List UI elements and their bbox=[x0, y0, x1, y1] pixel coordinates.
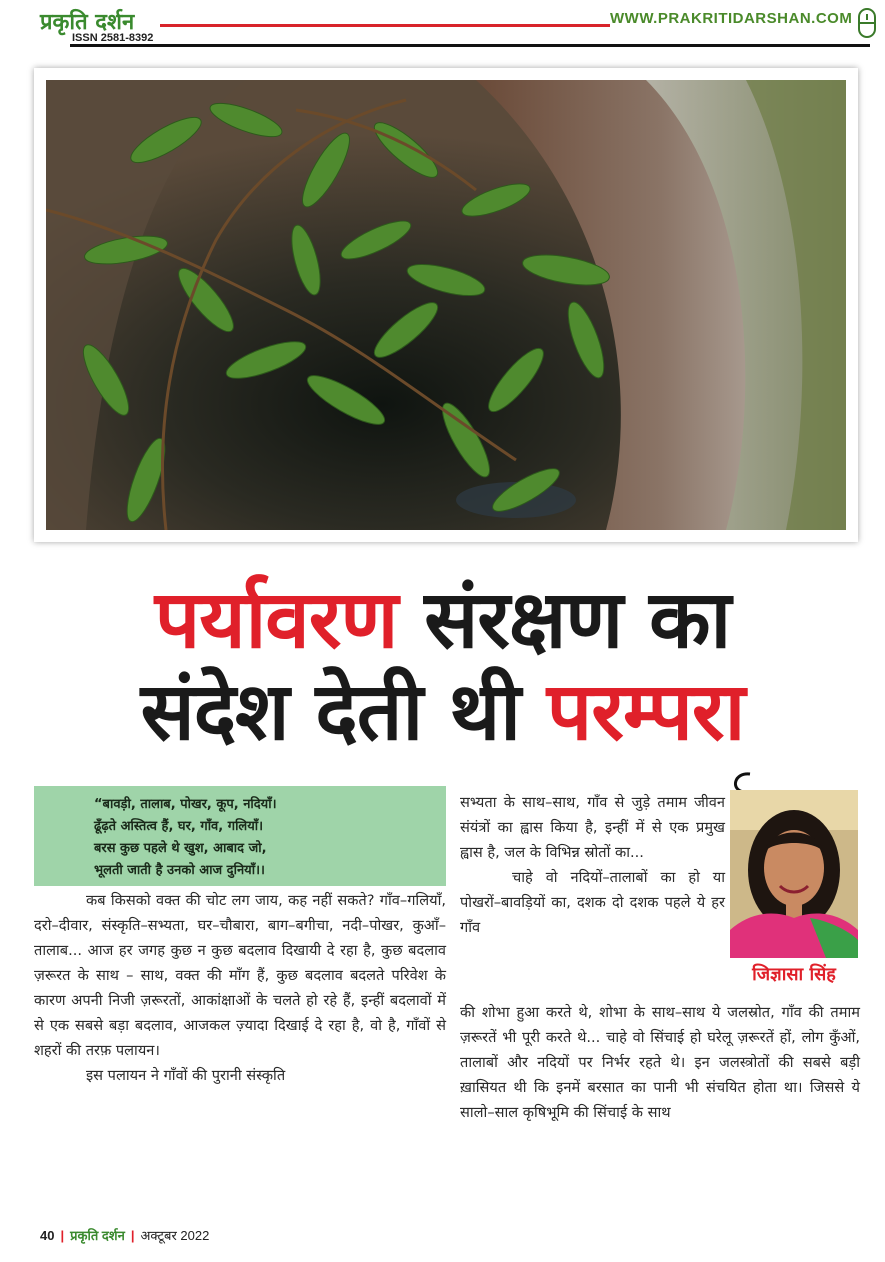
quote-line: बरस कुछ पहले थे खुश, आबाद जो, bbox=[94, 841, 267, 856]
page-footer bbox=[40, 1226, 209, 1244]
headline-line-2 bbox=[0, 664, 885, 760]
well-photo bbox=[46, 80, 846, 530]
paragraph: सभ्यता के साथ–साथ, गाँव से जुड़े तमाम जीवन संयंत्रों का ह्वास किया है, इन्हीं में से एक प्रमुख ह्वास है, जल के विभिन्न स्रोतों का... bbox=[460, 794, 725, 861]
header-red-rule bbox=[160, 24, 610, 27]
paragraph: चाहे वो नदियों–तालाबों का हो या पोखरों–बावड़ियों का, दशक दो दशक पहले ये हर गाँव bbox=[460, 869, 725, 936]
paragraph: कब किसको वक्त की चोट लग जाय, कह नहीं सकते? गाँव–गलियाँ, दरो–दीवार, संस्कृति–सभ्यता, घर–चौबारा, बाग–बगीचा, नदी–पोखर, कुआँ–तालाब... आज हर जगह कुछ न कुछ बदलाव दिखायी दे रहा है, कुछ बदलाव ज़रूरत के साथ – साथ, वक्त की माँग हैं, कुछ बदलाव बदलते परिवेश के कारण अपनी निजी ज़रूरतों, आकांक्षाओं के चलते हो रहे हैं, इन्हीं बदलावों में से एक सबसे बड़ा बदलाव, आजकल ज़्यादा दिखाई दे रहा है, वो है, गाँवों से शहरों की तरफ़ पलायन। bbox=[34, 892, 446, 1059]
issn-number: ISSN 2581-8392 bbox=[72, 32, 154, 44]
article-column-1 bbox=[34, 888, 446, 1088]
paragraph: की शोभा हुआ करते थे, शोभा के साथ–साथ ये जलस्रोत, गाँव की तमाम ज़रूरतें भी पूरी करते थे... चाहे वो सिंचाई हो घरेलू ज़रूरतें हों, लोग कुँओं, तालाबों और नदियों पर निर्भर रहते थे। इन जलस्त्रोतों की सबसे बड़ी ख़ासियत थी कि इनमें बरसात का पानी भी संचयित होता था। जिससे ये सालो–साल कृषिभूमि की सिंचाई के साथ bbox=[460, 1004, 860, 1121]
article-column-2 bbox=[460, 790, 725, 940]
headline-word-conservation: संरक्षण का bbox=[424, 573, 731, 666]
headline-word-tradition: परम्परा bbox=[546, 665, 745, 758]
headline-word-environment: पर्यावरण bbox=[154, 573, 398, 666]
page-header bbox=[0, 0, 885, 52]
headline-word-message: संदेश देती थी bbox=[140, 665, 520, 758]
page-number: 40 bbox=[40, 1228, 55, 1243]
quote-line: “बावड़ी, तालाब, पोखर, कूप, नदियाँ। bbox=[94, 797, 277, 812]
footer-separator: | bbox=[130, 1228, 135, 1243]
magazine-logo: प्रकृति दर्शन bbox=[40, 10, 135, 35]
feature-photo-frame bbox=[34, 68, 858, 542]
quote-line: ढूँढ़ते अस्तित्व हैं, घर, गाँव, गलियाँ। bbox=[94, 819, 264, 834]
header-black-rule bbox=[70, 44, 870, 47]
article-column-3 bbox=[460, 1000, 860, 1125]
paragraph: इस पलायन ने गाँवों की पुरानी संस्कृति bbox=[86, 1067, 286, 1084]
footer-separator: | bbox=[60, 1228, 65, 1243]
poem-quote-box bbox=[34, 786, 446, 886]
footer-issue-date: अक्टूबर 2022 bbox=[140, 1228, 210, 1243]
quote-line: भूलती जाती है उनको आज दुनियाँ।। bbox=[94, 863, 265, 878]
footer-magazine-name: प्रकृति दर्शन bbox=[70, 1228, 125, 1243]
headline-line-1 bbox=[0, 572, 885, 668]
author-photo bbox=[730, 790, 858, 958]
author-name: जिज्ञासा सिंह bbox=[752, 964, 836, 985]
website-url[interactable]: WWW.PRAKRITIDARSHAN.COM bbox=[610, 10, 853, 27]
mouse-icon bbox=[858, 8, 876, 38]
